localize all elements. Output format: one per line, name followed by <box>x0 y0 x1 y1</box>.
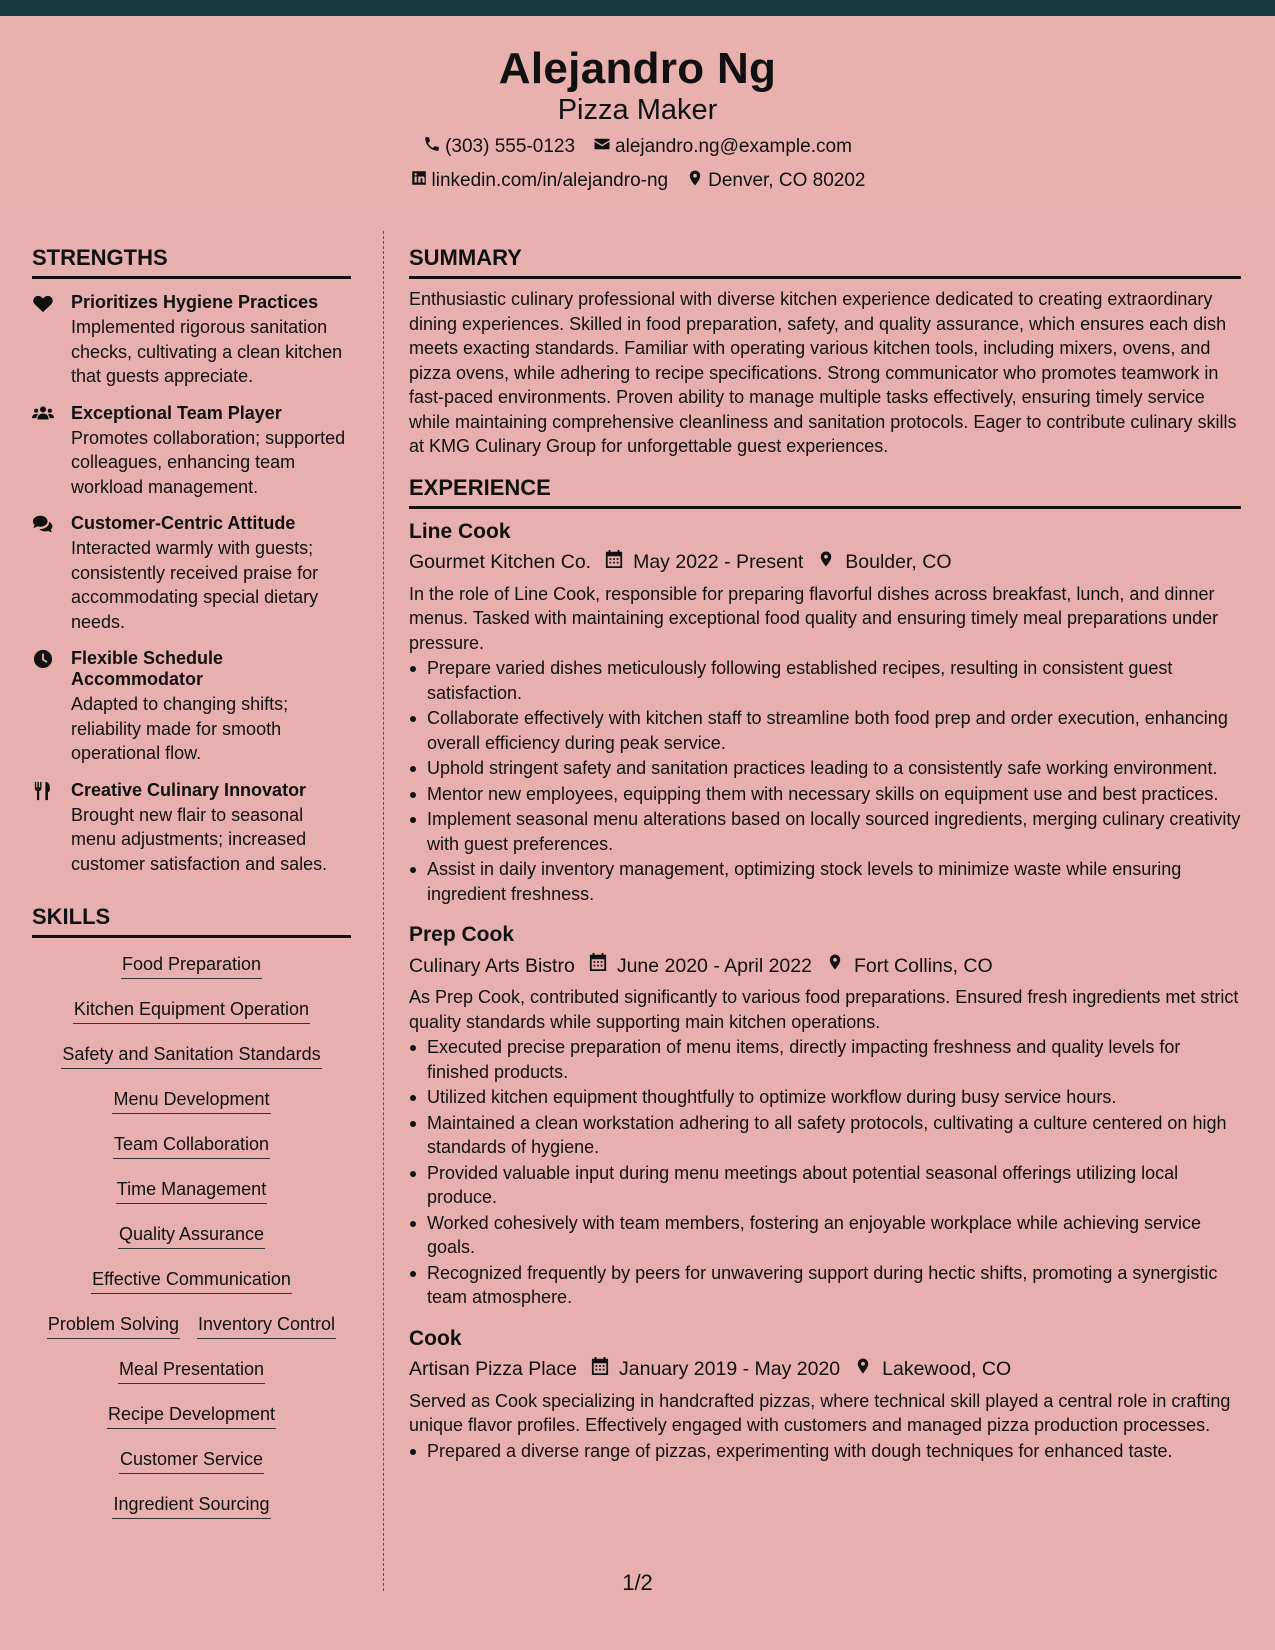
experience-section <box>409 474 1241 1464</box>
skill-tag: Kitchen Equipment Operation <box>73 997 310 1024</box>
strengths-list <box>32 292 351 876</box>
column-divider <box>383 231 384 1591</box>
skill-tag: Meal Presentation <box>118 1357 265 1384</box>
skill-tag: Food Preparation <box>121 952 262 979</box>
strength-item <box>32 292 351 389</box>
job-meta <box>409 952 1241 979</box>
contact-row-1 <box>0 135 1275 159</box>
location-text: Denver, CO 80202 <box>708 170 866 191</box>
candidate-name: Alejandro Ng <box>498 44 777 93</box>
strength-title: Prioritizes Hygiene Practices <box>71 292 319 312</box>
job-bullets <box>409 1439 1241 1464</box>
bullet-item: Worked cohesively with team members, fostering an enjoyable workplace while achieving service goals. <box>409 1211 1241 1260</box>
strength-desc: Adapted to changing shifts; reliability made for smooth operational flow. <box>71 694 289 763</box>
job-description: In the role of Line Cook, responsible for preparing flavorful dishes across breakfast, lunch, and dinner menus. Tasked with maintaining exceptional food quality and ensuring timely meal preparations under pressure. <box>409 583 1219 653</box>
calendar-icon <box>575 952 617 979</box>
job-title: Prep Cook <box>409 923 515 946</box>
job-location: Lakewood, CO <box>882 1358 1012 1380</box>
map-pin-icon <box>840 1356 882 1383</box>
bullet-item: Collaborate effectively with kitchen staff to streamline both food prep and order execution, enhancing overall efficiency during peak service. <box>409 706 1241 755</box>
job-location: Fort Collins, CO <box>853 954 993 977</box>
linkedin-text: linkedin.com/in/alejandro-ng <box>431 170 669 191</box>
bullet-item: Utilized kitchen equipment thoughtfully to optimize workflow during busy service hours. <box>409 1085 1241 1110</box>
strength-desc: Promotes collaboration; supported colleagues, enhancing team workload management. <box>71 427 346 497</box>
strength-desc: Implemented rigorous sanitation checks, cultivating a clean kitchen that guests appreciate. <box>71 317 343 386</box>
email-text: alejandro.ng@example.com <box>615 136 852 157</box>
job-dates: June 2020 - April 2022 <box>616 954 812 977</box>
strength-desc: Interacted warmly with guests; consistently received praise for accommodating special dietary needs. <box>71 538 319 632</box>
bullet-item: Prepared a diverse range of pizzas, experimenting with dough techniques for enhanced taste. <box>409 1439 1241 1464</box>
candidate-title: Pizza Maker <box>557 94 718 126</box>
job-description: Served as Cook specializing in handcrafted pizzas, where technical skill played a central role in crafting unique flavor profiles. Effectively engaged with customers and managed pizza production processes. <box>409 1390 1231 1435</box>
page-number: 1/2 <box>622 1570 653 1595</box>
strength-title: Flexible Schedule Accommodator <box>71 648 224 689</box>
bullet-item: Recognized frequently by peers for unwavering support during hectic shifts, promoting a synergistic team atmosphere. <box>409 1261 1241 1310</box>
strengths-heading: STRENGTHS <box>32 244 351 279</box>
bullet-item: Uphold stringent safety and sanitation practices leading to a consistently safe working environment. <box>409 756 1241 781</box>
bullet-item: Implement seasonal menu alterations based on locally sourced ingredients, merging culinary creativity with guest preferences. <box>409 807 1241 856</box>
strength-title: Creative Culinary Innovator <box>71 779 307 800</box>
job-bullets <box>409 656 1241 906</box>
bullet-item: Prepare varied dishes meticulously following established recipes, resulting in consistent guest satisfaction. <box>409 656 1241 705</box>
job-meta <box>409 549 1241 576</box>
job-meta <box>409 1356 1241 1383</box>
strength-item <box>32 780 351 877</box>
skill-tag: Customer Service <box>119 1447 264 1474</box>
calendar-icon <box>577 1356 619 1383</box>
phone-text: (303) 555-0123 <box>445 136 576 157</box>
phone-icon <box>423 135 441 159</box>
skill-tag: Menu Development <box>112 1087 270 1114</box>
skills-section <box>32 903 351 1537</box>
strength-desc: Brought new flair to seasonal menu adjustments; increased customer satisfaction and sales. <box>71 804 328 874</box>
job-entry <box>409 1326 1241 1464</box>
summary-heading: SUMMARY <box>409 244 1241 279</box>
skills-list <box>32 952 351 1537</box>
bullet-item: Mentor new employees, equipping them with necessary skills on equipment use and best practices. <box>409 782 1241 807</box>
bullet-item: Provided valuable input during menu meetings about potential seasonal offerings utilizing local produce. <box>409 1161 1241 1210</box>
job-dates: January 2019 - May 2020 <box>619 1358 841 1380</box>
heart-icon <box>32 293 54 313</box>
skill-tag: Team Collaboration <box>113 1132 270 1159</box>
experience-heading: EXPERIENCE <box>409 474 1241 509</box>
strength-title: Customer-Centric Attitude <box>71 513 296 533</box>
strength-item <box>32 513 351 634</box>
job-entry <box>409 922 1241 1310</box>
job-dates: May 2022 - Present <box>633 551 804 573</box>
top-color-bar <box>0 0 1275 16</box>
strength-title: Exceptional Team Player <box>71 402 282 423</box>
comments-icon <box>32 514 54 534</box>
skill-tag: Quality Assurance <box>118 1222 265 1249</box>
skill-tag: Effective Communication <box>91 1267 292 1294</box>
bullet-item: Assist in daily inventory management, optimizing stock levels to minimize waste while ensuring ingredient freshness. <box>409 857 1241 906</box>
left-column <box>32 244 351 1537</box>
clock-icon <box>32 649 54 669</box>
linkedin-icon <box>410 169 428 193</box>
skill-tag: Safety and Sanitation Standards <box>61 1042 321 1069</box>
strength-item <box>32 403 351 500</box>
skill-tag: Inventory Control <box>197 1312 336 1339</box>
skill-tag: Ingredient Sourcing <box>112 1492 270 1519</box>
map-pin-icon <box>686 169 704 193</box>
strength-item <box>32 648 351 766</box>
bullet-item: Executed precise preparation of menu items, directly impacting freshness and quality levels for finished products. <box>409 1035 1241 1084</box>
skill-tag: Problem Solving <box>47 1312 180 1339</box>
location-contact <box>686 169 865 193</box>
skill-tag: Recipe Development <box>107 1402 276 1429</box>
company-name: Gourmet Kitchen Co. <box>409 551 592 573</box>
contact-row-2 <box>0 169 1275 193</box>
bullet-item: Maintained a clean workstation adhering to all safety protocols, cultivating a culture centered on high standards of hygiene. <box>409 1111 1241 1160</box>
job-description: As Prep Cook, contributed significantly to various food preparations. Ensured fresh ingredients met strict quality standards while supporting main kitchen operations. <box>409 987 1239 1032</box>
summary-text: Enthusiastic culinary professional with diverse kitchen experience dedicated to creating extraordinary dining experiences. Skilled in food preparation, safety, and quality assurance, which ensures each dish meets exacting standards. Familiar with operating various kitchen tools, including mixers, ovens, and pizza ovens, while adhering to recipe specifications. Strong communicator who promotes teamwork in fast-paced environments. Proven ability to manage multiple tasks effectively, ensuring timely service while maintaining comprehensive cleanliness and sanitation protocols. Eager to contribute culinary skills at KMG Culinary Group for unforgettable guest experiences. <box>409 289 1237 456</box>
company-name: Artisan Pizza Place <box>409 1358 577 1380</box>
company-name: Culinary Arts Bistro <box>409 954 575 977</box>
resume-header <box>0 16 1275 204</box>
skills-heading: SKILLS <box>32 903 351 938</box>
job-entry <box>409 519 1241 907</box>
job-bullets <box>409 1035 1241 1310</box>
map-pin-icon <box>803 549 845 576</box>
skill-tag: Time Management <box>116 1177 267 1204</box>
map-pin-icon <box>812 952 854 979</box>
email-contact[interactable] <box>593 135 852 159</box>
linkedin-contact[interactable] <box>410 169 669 193</box>
calendar-icon <box>591 549 633 576</box>
envelope-icon <box>593 135 611 159</box>
right-column <box>409 244 1241 1464</box>
job-title: Cook <box>409 1326 462 1350</box>
users-icon <box>32 404 54 424</box>
utensils-icon <box>32 781 54 801</box>
job-location: Boulder, CO <box>845 551 952 573</box>
job-title: Line Cook <box>409 519 511 543</box>
phone-contact[interactable] <box>423 135 575 159</box>
